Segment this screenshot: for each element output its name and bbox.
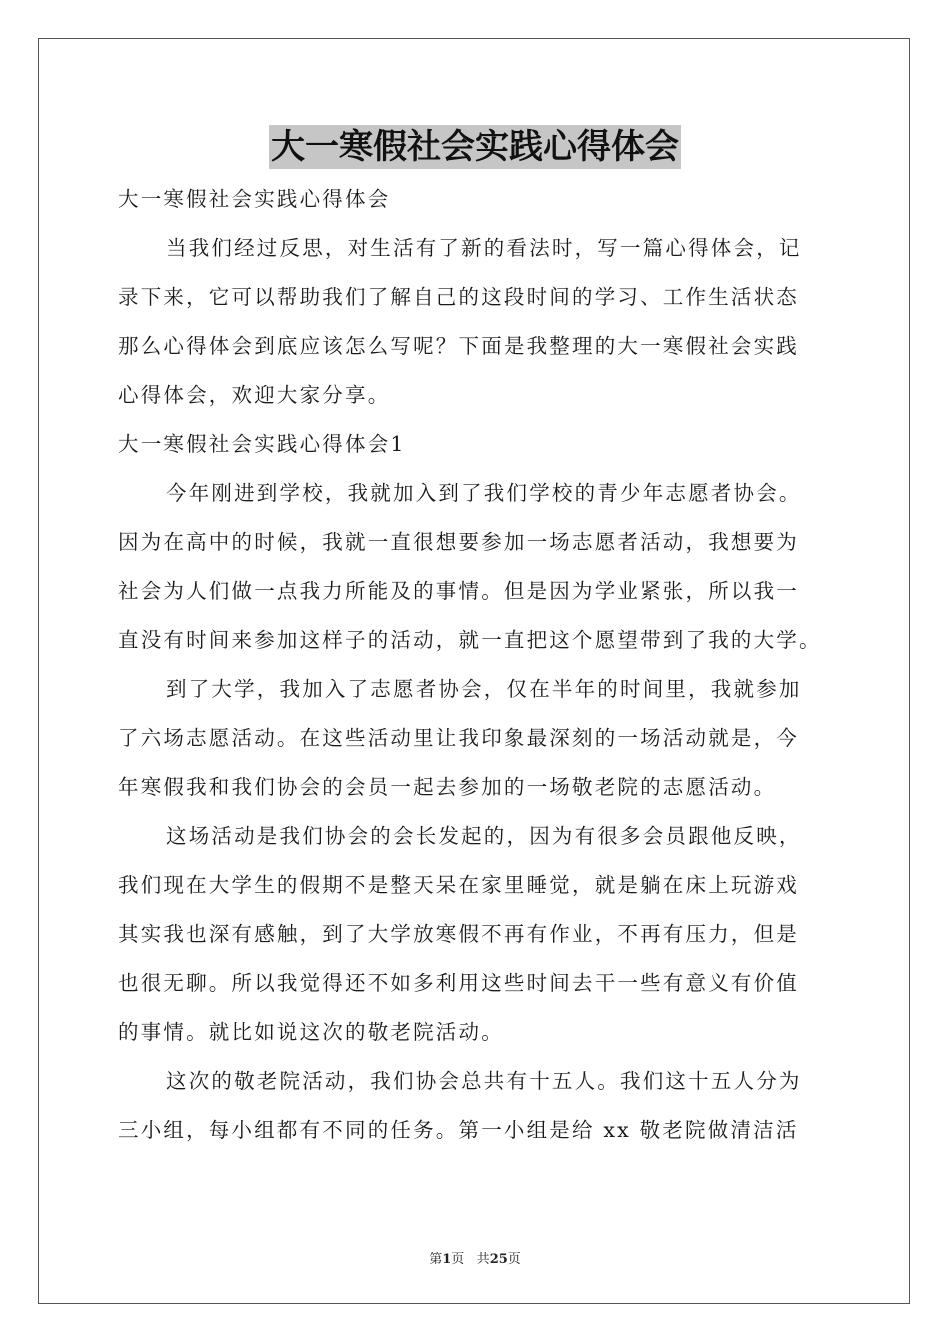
paragraph-line: 当我们经过反思，对生活有了新的看法时，写一篇心得体会，记 <box>166 236 802 260</box>
paragraph-line: 这次的敬老院活动，我们协会总共有十五人。我们这十五人分为 <box>166 1069 802 1093</box>
paragraph-line: 到了大学，我加入了志愿者协会，仅在半年的时间里，我就参加 <box>166 677 802 701</box>
section-heading: 大一寒假社会实践心得体会1 <box>118 432 406 456</box>
page-prefix: 第 <box>429 1252 443 1267</box>
paragraph-line: 因为在高中的时候，我就一直很想要参加一场志愿者活动，我想要为 <box>118 530 799 554</box>
page-number: 1 <box>442 1252 452 1267</box>
paragraph-line: 心得体会，欢迎大家分享。 <box>118 383 391 407</box>
paragraph-line: 那么心得体会到底应该怎么写呢？下面是我整理的大一寒假社会实践 <box>118 334 799 358</box>
total-pages: 25 <box>489 1252 508 1267</box>
paragraph-line: 年寒假我和我们协会的会员一起去参加的一场敬老院的志愿活动。 <box>118 775 777 799</box>
paragraph-line: 的事情。就比如说这次的敬老院活动。 <box>118 1020 504 1044</box>
subtitle-line: 大一寒假社会实践心得体会 <box>118 187 391 211</box>
page-footer <box>0 1248 950 1267</box>
title-wrap <box>0 125 950 169</box>
paragraph-line: 了六场志愿活动。在这些活动里让我印象最深刻的一场活动就是，今 <box>118 726 799 750</box>
document-body <box>118 175 838 1155</box>
paragraph-line: 录下来，它可以帮助我们了解自己的这段时间的学习、工作生活状态 <box>118 285 799 309</box>
paragraph-line: 其实我也深有感触，到了大学放寒假不再有作业，不再有压力，但是 <box>118 922 799 946</box>
paragraph-line: 社会为人们做一点我力所能及的事情。但是因为学业紧张，所以我一 <box>118 579 799 603</box>
total-prefix: 共 <box>476 1252 490 1267</box>
paragraph-line: 我们现在大学生的假期不是整天呆在家里睡觉，就是躺在床上玩游戏 <box>118 873 799 897</box>
paragraph-line: 这场活动是我们协会的会长发起的，因为有很多会员跟他反映， <box>166 824 802 848</box>
document-title: 大一寒假社会实践心得体会 <box>271 127 679 167</box>
page-suffix: 页 <box>451 1252 465 1267</box>
paragraph-line: 直没有时间来参加这样子的活动，就一直把这个愿望带到了我的大学。 <box>118 628 822 652</box>
total-suffix: 页 <box>507 1252 521 1267</box>
paragraph-line: 今年刚进到学校，我就加入到了我们学校的青少年志愿者协会。 <box>166 481 802 505</box>
paragraph-line: 三小组，每小组都有不同的任务。第一小组是给 xx 敬老院做清洁活 <box>118 1118 799 1142</box>
paragraph-line: 也很无聊。所以我觉得还不如多利用这些时间去干一些有意义有价值 <box>118 971 799 995</box>
